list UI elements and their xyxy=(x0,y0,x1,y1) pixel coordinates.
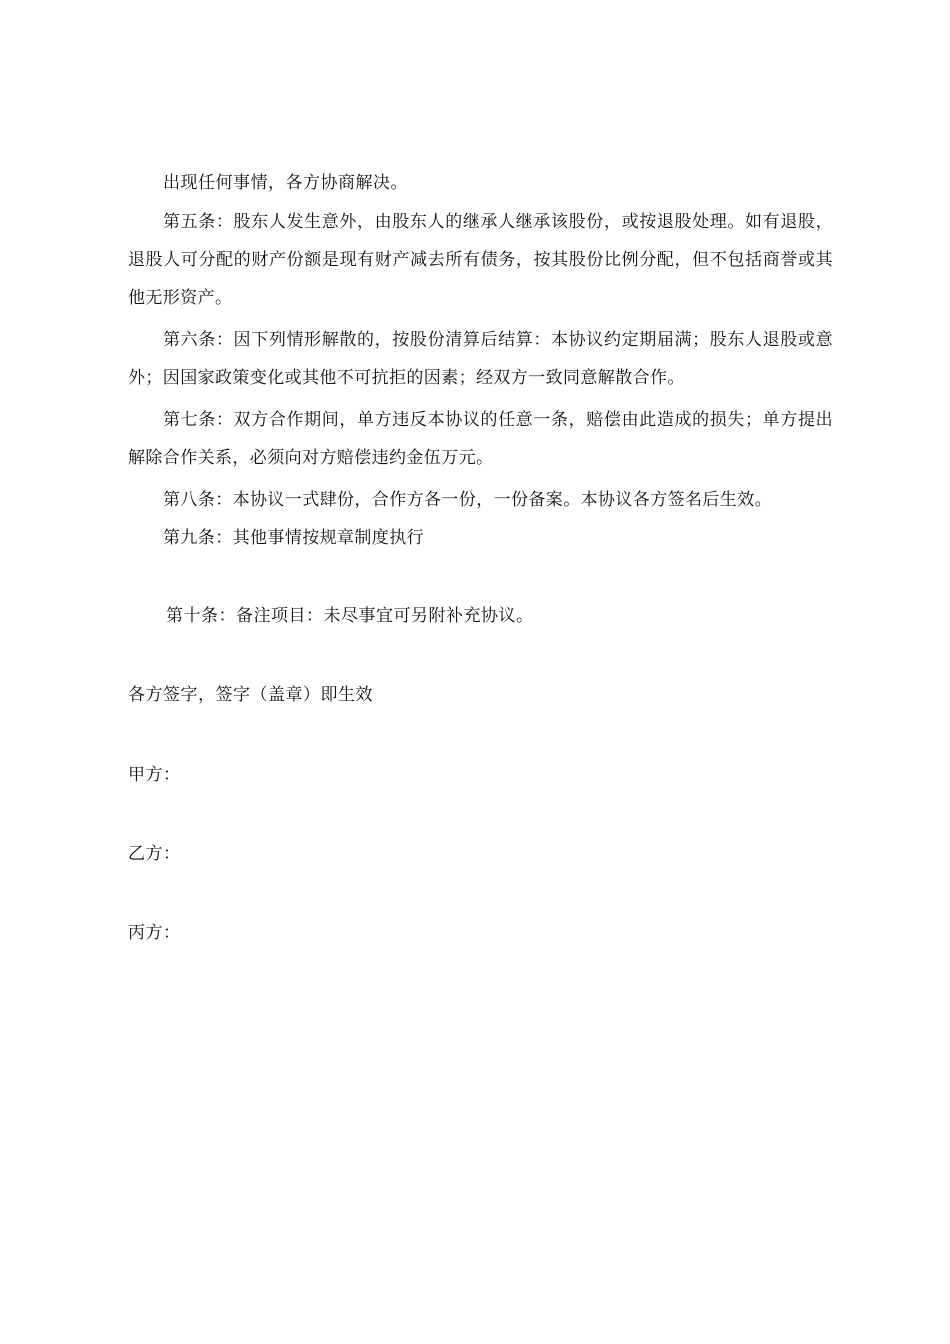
article-6: 第六条：因下列情形解散的，按股份清算后结算：本协议约定期届满；股东人退股或意外；因国家政策变化或其他不可抗拒的因素；经双方一致同意解散合作。 xyxy=(128,330,833,388)
party-b-label: 乙方： xyxy=(128,844,181,864)
party-c-label: 丙方： xyxy=(128,923,181,943)
party-a-label: 甲方： xyxy=(128,765,181,785)
article-10: 第十条：备注项目：未尽事宜可另附补充协议。 xyxy=(166,606,534,626)
article-8: 第八条：本协议一式肆份，合作方各一份，一份备案。本协议各方签名后生效。 xyxy=(163,490,772,510)
continuation-text: 出现任何事情，各方协商解决。 xyxy=(163,173,408,193)
article-7: 第七条：双方合作期间，单方违反本协议的任意一条，赔偿由此造成的损失；单方提出解除合作关系，必须向对方赔偿违约金伍万元。 xyxy=(128,410,833,468)
article-9: 第九条：其他事情按规章制度执行 xyxy=(163,528,424,548)
article-5: 第五条：股东人发生意外，由股东人的继承人继承该股份，或按退股处理。如有退股，退股人可分配的财产份额是现有财产减去所有债务，按其股份比例分配，但不包括商誉或其他无形资产。 xyxy=(128,212,833,308)
signature-note: 各方签字，签字（盖章）即生效 xyxy=(128,685,373,705)
